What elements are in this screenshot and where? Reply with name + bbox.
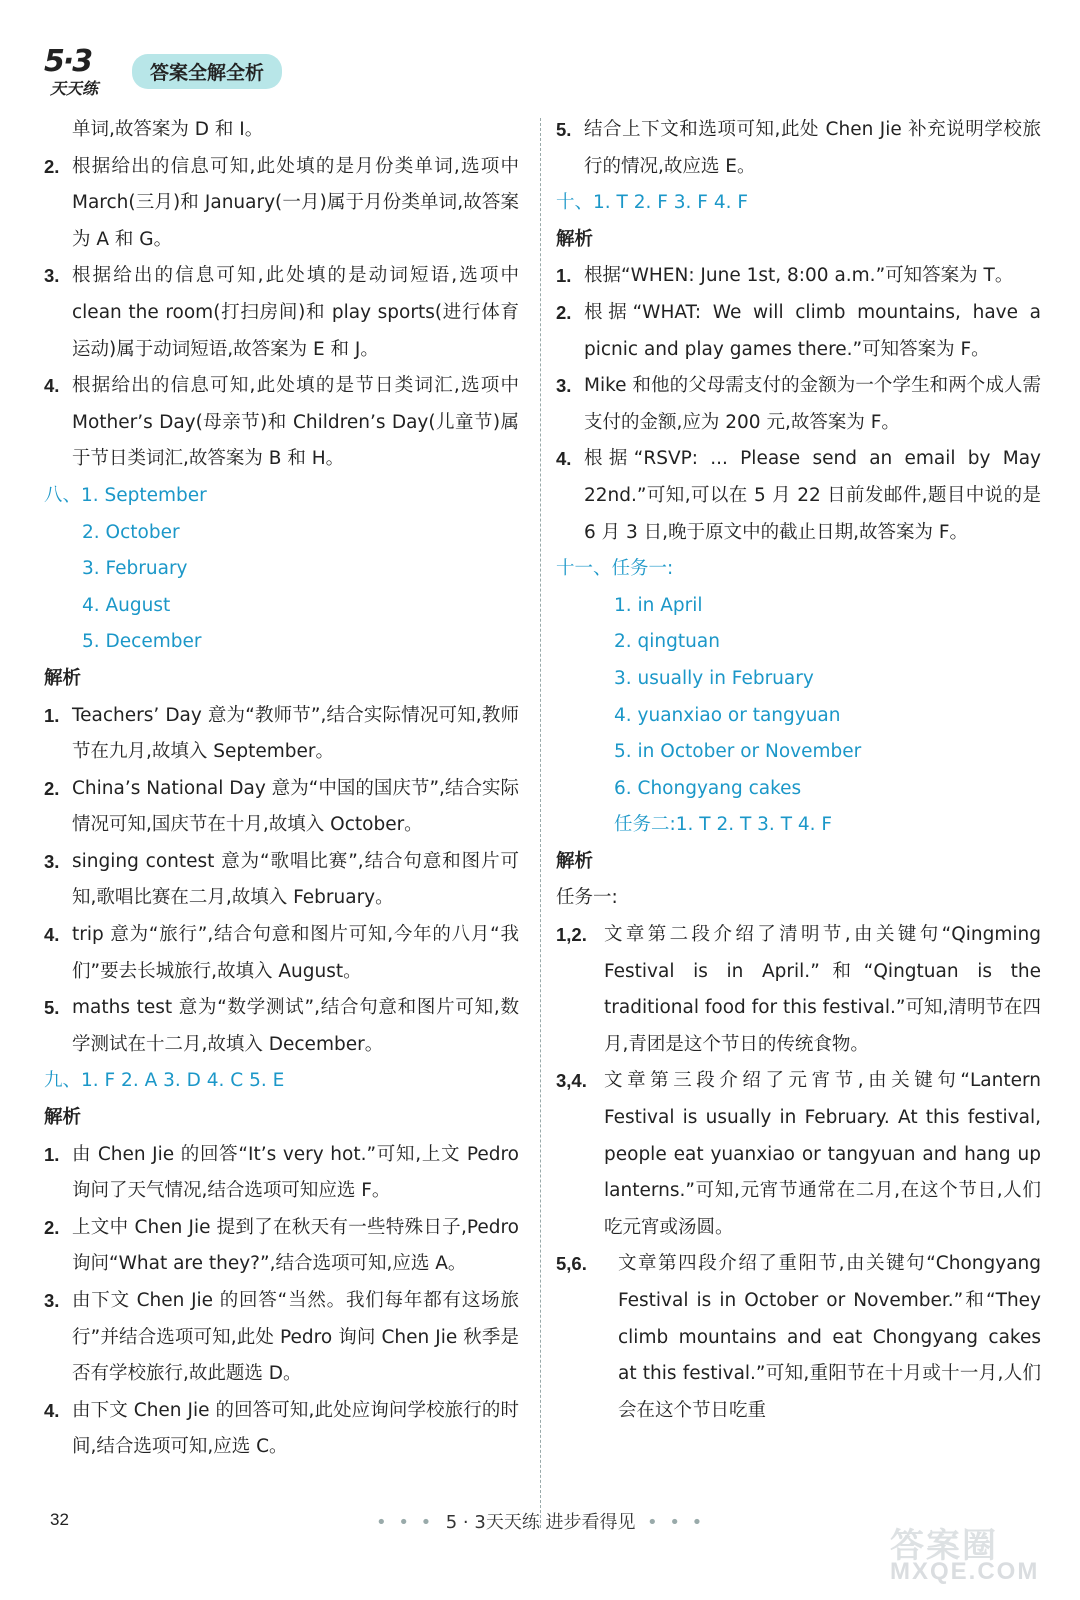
item-number: 2. <box>556 301 572 323</box>
item-text: 结合上下文和选项可知,此处 Chen Jie 补充说明学校旅行的情况,故应选 E。 <box>584 119 1041 177</box>
explanation-item <box>556 441 1041 551</box>
page-header <box>40 40 440 100</box>
explanation-item <box>556 112 1041 185</box>
item-number: 1,2. <box>556 924 587 946</box>
explanation-item <box>44 698 519 771</box>
item-text: 文章第四段介绍了重阳节,由关键句“Chongyang Festival is in October or November.”和“They climb mountains and eat Chongyang cakes at this festival.”可知,重阳节在十月或十一月,人们会在这个节日吃重 <box>618 1253 1041 1421</box>
item-number: 3,4. <box>556 1070 587 1092</box>
logo-subtitle: 天天练 <box>50 79 99 98</box>
explanation-item <box>556 258 1041 295</box>
left-column <box>44 112 519 1466</box>
explanation-item <box>556 295 1041 368</box>
item-text: Mike 和他的父母需支付的金额为一个学生和两个成人需支付的金额,应为 200 元,故答案为 F。 <box>584 375 1041 433</box>
answer-line: 2. qingtuan <box>614 631 720 653</box>
analysis-heading: 解析 <box>44 667 82 689</box>
column-divider <box>540 118 541 1528</box>
explanation-item <box>44 990 519 1063</box>
item-text: Teachers’ Day 意为“教师节”,结合实际情况可知,教师节在九月,故填入 September。 <box>72 704 519 763</box>
item-number: 4. <box>556 448 572 470</box>
item-number: 5,6. <box>556 1253 587 1275</box>
logo-text: 5·3 <box>44 44 92 79</box>
analysis-heading: 解析 <box>44 1107 82 1129</box>
item-text: 根据给出的信息可知,此处填的是动词短语,选项中 clean the room(打扫房间)和 play sports(进行体育运动)属于动词短语,故答案为 E 和 J。 <box>72 265 519 360</box>
explanation-item <box>44 149 519 259</box>
item-number: 1. <box>556 265 572 287</box>
item-text: trip 意为“旅行”,结合句意和图片可知,今年的八月“我们”要去长城旅行,故填入 August。 <box>72 924 519 982</box>
analysis-heading: 解析 <box>556 228 594 250</box>
item-text: 根据“RSVP: ... Please send an email by May 22nd.”可知,可以在 5 月 22 日前发邮件,题目中说的是 6 月 3 日,晚于原文中的截止日期,故答案为 F。 <box>584 448 1041 543</box>
item-text: maths test 意为“数学测试”,结合句意和图片可知,数学测试在十二月,故填入 December。 <box>72 997 519 1055</box>
answer-line: 2. October <box>82 521 180 543</box>
explanation-item <box>44 1283 519 1393</box>
item-number: 1. <box>44 1143 60 1165</box>
page-number: 32 <box>50 1510 69 1529</box>
explanation-item <box>556 1063 1041 1246</box>
item-number: 5. <box>44 997 60 1019</box>
explanation-item <box>44 771 519 844</box>
answer-line: 3. February <box>82 558 188 580</box>
item-text: 文章第二段介绍了清明节,由关键句“Qingming Festival is in April.”和“Qingtuan is the traditional food for this festival.”可知,清明节在四月,青团是这个节日的传统食物。 <box>604 924 1041 1055</box>
explanation-item <box>44 1393 519 1466</box>
answer-line: 九、1. F 2. A 3. D 4. C 5. E <box>44 1070 285 1092</box>
item-text: 由下文 Chen Jie 的回答“当然。我们每年都有这场旅行”并结合选项可知,此处 Pedro 询问 Chen Jie 秋季是否有学校旅行,故此题选 D。 <box>72 1290 519 1385</box>
footer-slogan <box>376 1508 705 1534</box>
item-number: 4. <box>44 375 60 397</box>
item-number: 3. <box>44 1290 60 1311</box>
item-number: 2. <box>44 155 60 177</box>
item-text: 根据给出的信息可知,此处填的是节日类词汇,选项中 Mother’s Day(母亲节)和 Children’s Day(儿童节)属于节日类词汇,故答案为 B 和 H。 <box>72 375 519 470</box>
explanation-item <box>44 844 519 917</box>
answer-line: 4. August <box>82 594 171 616</box>
explanation-item <box>556 1246 1041 1429</box>
item-text: 根据“WHEN: June 1st, 8:00 a.m.”可知答案为 T。 <box>584 265 1014 287</box>
answer-line: 八、1. September <box>44 484 207 506</box>
footer-slogan-text: 5 · 3天天练 进步看得见 <box>445 1512 636 1533</box>
subsection-label: 任务一: <box>556 887 618 909</box>
answer-line: 3. usually in February <box>614 667 814 689</box>
explanation-item <box>44 917 519 990</box>
explanation-item <box>44 1210 519 1283</box>
item-number: 4. <box>44 1399 60 1421</box>
answer-line: 5. in October or November <box>614 741 862 763</box>
item-text: 由下文 Chen Jie 的回答可知,此处应询问学校旅行的时间,结合选项可知,应选 C。 <box>72 1399 519 1458</box>
item-number: 3. <box>44 850 60 872</box>
item-number: 3. <box>44 265 60 287</box>
answer-line: 1. in April <box>614 594 703 616</box>
item-text: 上文中 Chen Jie 提到了在秋天有一些特殊日子,Pedro 询问“What are they?”,结合选项可知,应选 A。 <box>72 1216 519 1275</box>
item-number: 2. <box>44 1216 60 1238</box>
explanation-item <box>44 368 519 478</box>
answer-line: 十一、任务一: <box>556 558 674 580</box>
explanation-item <box>556 368 1041 441</box>
answer-line: 4. yuanxiao or tangyuan <box>614 704 841 726</box>
item-text: 文章第三段介绍了元宵节,由关键句“Lantern Festival is usually in February. At this festival, people eat yuanxiao or tangyuan and hang up lanterns.”可知,元宵节通常在二月,在这个节日,人们吃元宵或汤圆。 <box>604 1070 1041 1238</box>
item-text: 由 Chen Jie 的回答“It’s very hot.”可知,上文 Pedro 询问了天气情况,结合选项可知应选 F。 <box>72 1143 519 1202</box>
analysis-heading: 解析 <box>556 850 594 872</box>
watermark-line2: MXQE.COM <box>890 1558 1040 1585</box>
answer-line: 十、1. T 2. F 3. F 4. F <box>556 192 748 214</box>
continued-text: 单词,故答案为 D 和 I。 <box>72 119 264 140</box>
watermark <box>890 1518 1060 1588</box>
item-number: 5. <box>556 119 572 140</box>
item-text: 根据“WHAT: We will climb mountains, have a picnic and play games there.”可知答案为 F。 <box>584 301 1041 360</box>
answer-line: 6. Chongyang cakes <box>614 777 802 799</box>
footer-dots-right: • • • <box>647 1512 706 1533</box>
answer-line: 5. December <box>82 631 202 653</box>
item-number: 2. <box>44 777 60 799</box>
footer-dots-left: • • • <box>376 1512 435 1533</box>
item-number: 1. <box>44 704 60 726</box>
right-column <box>556 112 1041 1429</box>
item-text: China’s National Day 意为“中国的国庆节”,结合实际情况可知,国庆节在十月,故填入 October。 <box>72 777 519 836</box>
explanation-item <box>44 258 519 368</box>
watermark-line1: 答案圈 <box>890 1526 998 1566</box>
item-text: 根据给出的信息可知,此处填的是月份类单词,选项中 March(三月)和 January(一月)属于月份类单词,故答案为 A 和 G。 <box>72 155 519 250</box>
answer-line: 任务二:1. T 2. T 3. T 4. F <box>614 814 833 836</box>
explanation-item <box>44 1137 519 1210</box>
item-text: singing contest 意为“歌唱比赛”,结合句意和图片可知,歌唱比赛在二月,故填入 February。 <box>72 850 519 909</box>
item-number: 4. <box>44 924 60 946</box>
brand-logo <box>40 40 130 100</box>
explanation-item <box>556 917 1041 1063</box>
item-number: 3. <box>556 375 572 397</box>
section-badge: 答案全解全析 <box>132 54 282 89</box>
